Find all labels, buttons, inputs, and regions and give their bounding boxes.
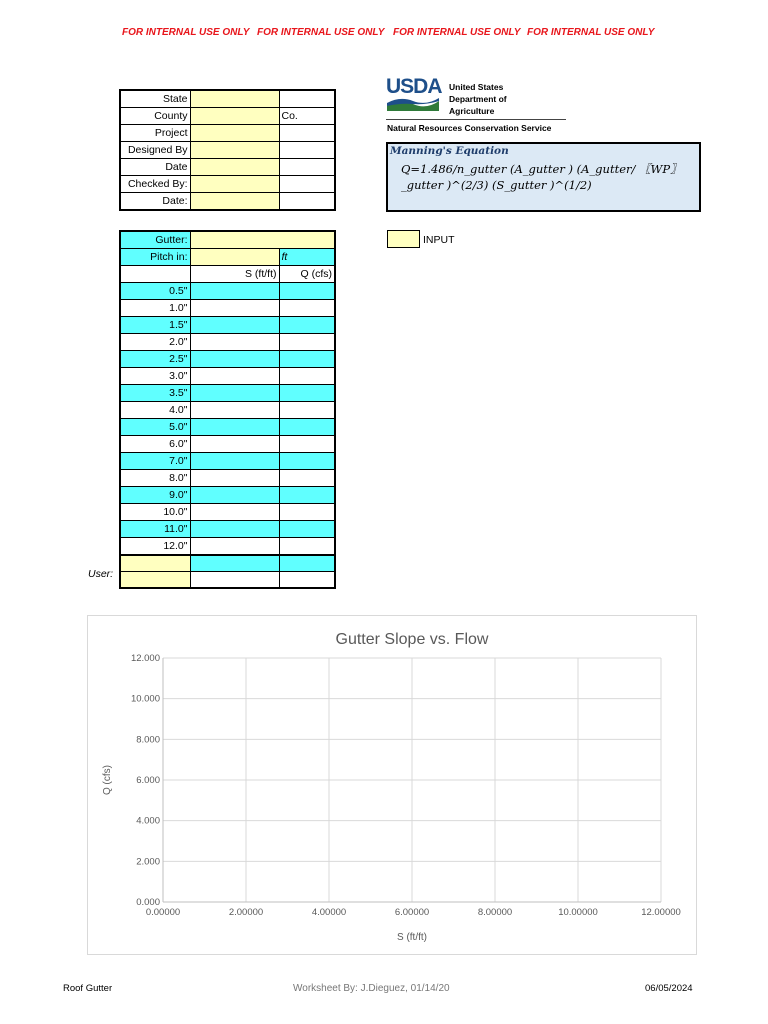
y-tick-label: 2.000 [136,856,160,868]
col-header-slope: S (ft/ft) [190,266,279,283]
footer-center: Worksheet By: J.Dieguez, 01/14/20 [293,983,450,994]
slope-cell [190,300,279,317]
pitch-row [120,470,335,487]
input-swatch [387,230,420,248]
pitch-value: 4.0" [120,402,190,419]
flow-cell [279,368,335,385]
col-header-flow: Q (cfs) [279,266,335,283]
info-input[interactable] [190,142,279,159]
x-tick-label: 0.00000 [145,907,181,918]
info-extra [279,176,335,193]
flow-cell [279,317,335,334]
gutter-chart [87,615,697,955]
info-input[interactable] [190,159,279,176]
pitch-row [120,419,335,436]
slope-cell [190,368,279,385]
flow-cell [279,283,335,300]
info-label: Checked By: [120,176,190,193]
footer-left: Roof Gutter [63,983,113,994]
logo-divider [386,119,566,120]
slope-cell [190,504,279,521]
flow-cell [279,385,335,402]
gutter-label: Gutter: [120,231,190,249]
input-legend-label: INPUT [423,234,455,246]
pitch-unit: ft [279,249,335,266]
x-tick-label: 8.00000 [477,907,513,918]
pitch-value: 2.0" [120,334,190,351]
pitch-value: 1.5" [120,317,190,334]
slope-cell [190,317,279,334]
pitch-row [120,521,335,538]
x-tick-label: 6.00000 [394,907,430,918]
pitch-value: 11.0" [120,521,190,538]
slope-cell [190,351,279,368]
info-input[interactable] [190,108,279,125]
info-label: Designed By [120,142,190,159]
banner-text: FOR INTERNAL USE ONLY [527,27,655,38]
info-input[interactable] [190,125,279,142]
user-row [120,555,335,572]
flow-cell [279,419,335,436]
info-input[interactable] [190,176,279,193]
slope-cell [190,436,279,453]
info-input[interactable] [190,193,279,211]
pitch-value: 8.0" [120,470,190,487]
info-extra [279,142,335,159]
usda-department-text: United States Department of Agriculture [449,82,507,116]
flow-cell [279,504,335,521]
flow-cell [279,521,335,538]
info-row [120,108,335,125]
usda-waves-icon [387,97,439,111]
chart-svg [88,616,698,956]
flow-cell [279,351,335,368]
internal-use-banner [0,27,768,41]
flow-cell [279,470,335,487]
info-label: State [120,90,190,108]
x-axis-label: S (ft/ft) [397,932,427,943]
mannings-title: Manning's Equation [390,145,509,157]
pitch-row [120,385,335,402]
y-tick-label: 6.000 [136,775,160,786]
user-extra-flow [279,572,335,589]
pitch-label: Pitch in: [120,249,190,266]
flow-cell [279,402,335,419]
pitch-input[interactable] [190,249,279,266]
user-flow-cell [279,555,335,572]
info-extra [279,125,335,142]
pitch-value: 9.0" [120,487,190,504]
user-row-extra [120,572,335,589]
pitch-row [120,487,335,504]
pitch-value: 3.0" [120,368,190,385]
pitch-value: 5.0" [120,419,190,436]
info-extra [279,159,335,176]
slope-cell [190,521,279,538]
usda-acronym: USDA [386,75,442,98]
flow-cell [279,436,335,453]
y-tick-label: 4.000 [136,815,160,827]
footer-right: 06/05/2024 [645,983,693,994]
info-row [120,142,335,159]
y-tick-label: 8.000 [136,734,160,746]
x-tick-label: 2.00000 [228,907,264,918]
chart-title: Gutter Slope vs. Flow [335,631,489,648]
info-label: Project [120,125,190,142]
pitch-value: 0.5" [120,283,190,300]
pitch-row [120,504,335,521]
banner-text: FOR INTERNAL USE ONLY [257,27,385,38]
slope-cell [190,470,279,487]
user-extra-input[interactable] [120,572,190,589]
pitch-value: 10.0" [120,504,190,521]
y-tick-label: 12.000 [130,653,160,664]
info-extra: Co. [279,108,335,125]
user-pitch-input[interactable] [120,555,190,572]
slope-cell [190,453,279,470]
info-extra [279,90,335,108]
user-label: User: [88,568,114,580]
info-row [120,125,335,142]
pitch-value: 3.5" [120,385,190,402]
info-label: Date [120,159,190,176]
header-blank [120,266,190,283]
pitch-row [120,538,335,556]
pitch-row [120,453,335,470]
pitch-value: 6.0" [120,436,190,453]
usda-logo [386,75,566,137]
info-row [120,193,335,211]
y-tick-label: 10.000 [130,693,160,705]
slope-cell [190,334,279,351]
flow-cell [279,487,335,504]
info-row [120,90,335,108]
x-tick-label: 12.00000 [641,907,681,918]
slope-cell [190,538,279,556]
pitch-row [120,334,335,351]
banner-text: FOR INTERNAL USE ONLY [122,27,250,38]
flow-cell [279,453,335,470]
y-axis-label: Q (cfs) [102,765,113,795]
slope-cell [190,385,279,402]
pitch-row [120,283,335,300]
pitch-row [120,351,335,368]
pitch-row [120,317,335,334]
slope-cell [190,419,279,436]
x-tick-label: 4.00000 [311,907,347,918]
agency-name: Natural Resources Conservation Service [387,123,552,133]
info-row [120,159,335,176]
pitch-row [120,300,335,317]
pitch-value: 2.5" [120,351,190,368]
pitch-row [120,402,335,419]
mannings-formula: Q=1.486/n_gutter (A_gutter ) (A_gutter/ 〖WP〗_gutter )^(2/3) (S_gutter )^(1/2) [401,162,682,192]
pitch-value: 7.0" [120,453,190,470]
info-input[interactable] [190,90,279,108]
flow-cell [279,538,335,556]
gutter-input[interactable] [190,231,335,249]
mannings-equation-box [386,142,701,212]
info-label: Date: [120,193,190,211]
pitch-row [120,436,335,453]
slope-cell [190,402,279,419]
info-row [120,176,335,193]
user-slope-cell [190,555,279,572]
slope-cell [190,283,279,300]
info-label: County [120,108,190,125]
flow-cell [279,334,335,351]
banner-text: FOR INTERNAL USE ONLY [393,27,521,38]
flow-cell [279,300,335,317]
x-tick-label: 10.00000 [558,907,598,918]
info-extra [279,193,335,211]
project-info-table [119,89,336,211]
pitch-row [120,368,335,385]
user-extra-slope [190,572,279,589]
gutter-calc-table [119,230,336,589]
y-tick-label: 0.000 [136,897,160,908]
pitch-value: 12.0" [120,538,190,556]
pitch-value: 1.0" [120,300,190,317]
slope-cell [190,487,279,504]
